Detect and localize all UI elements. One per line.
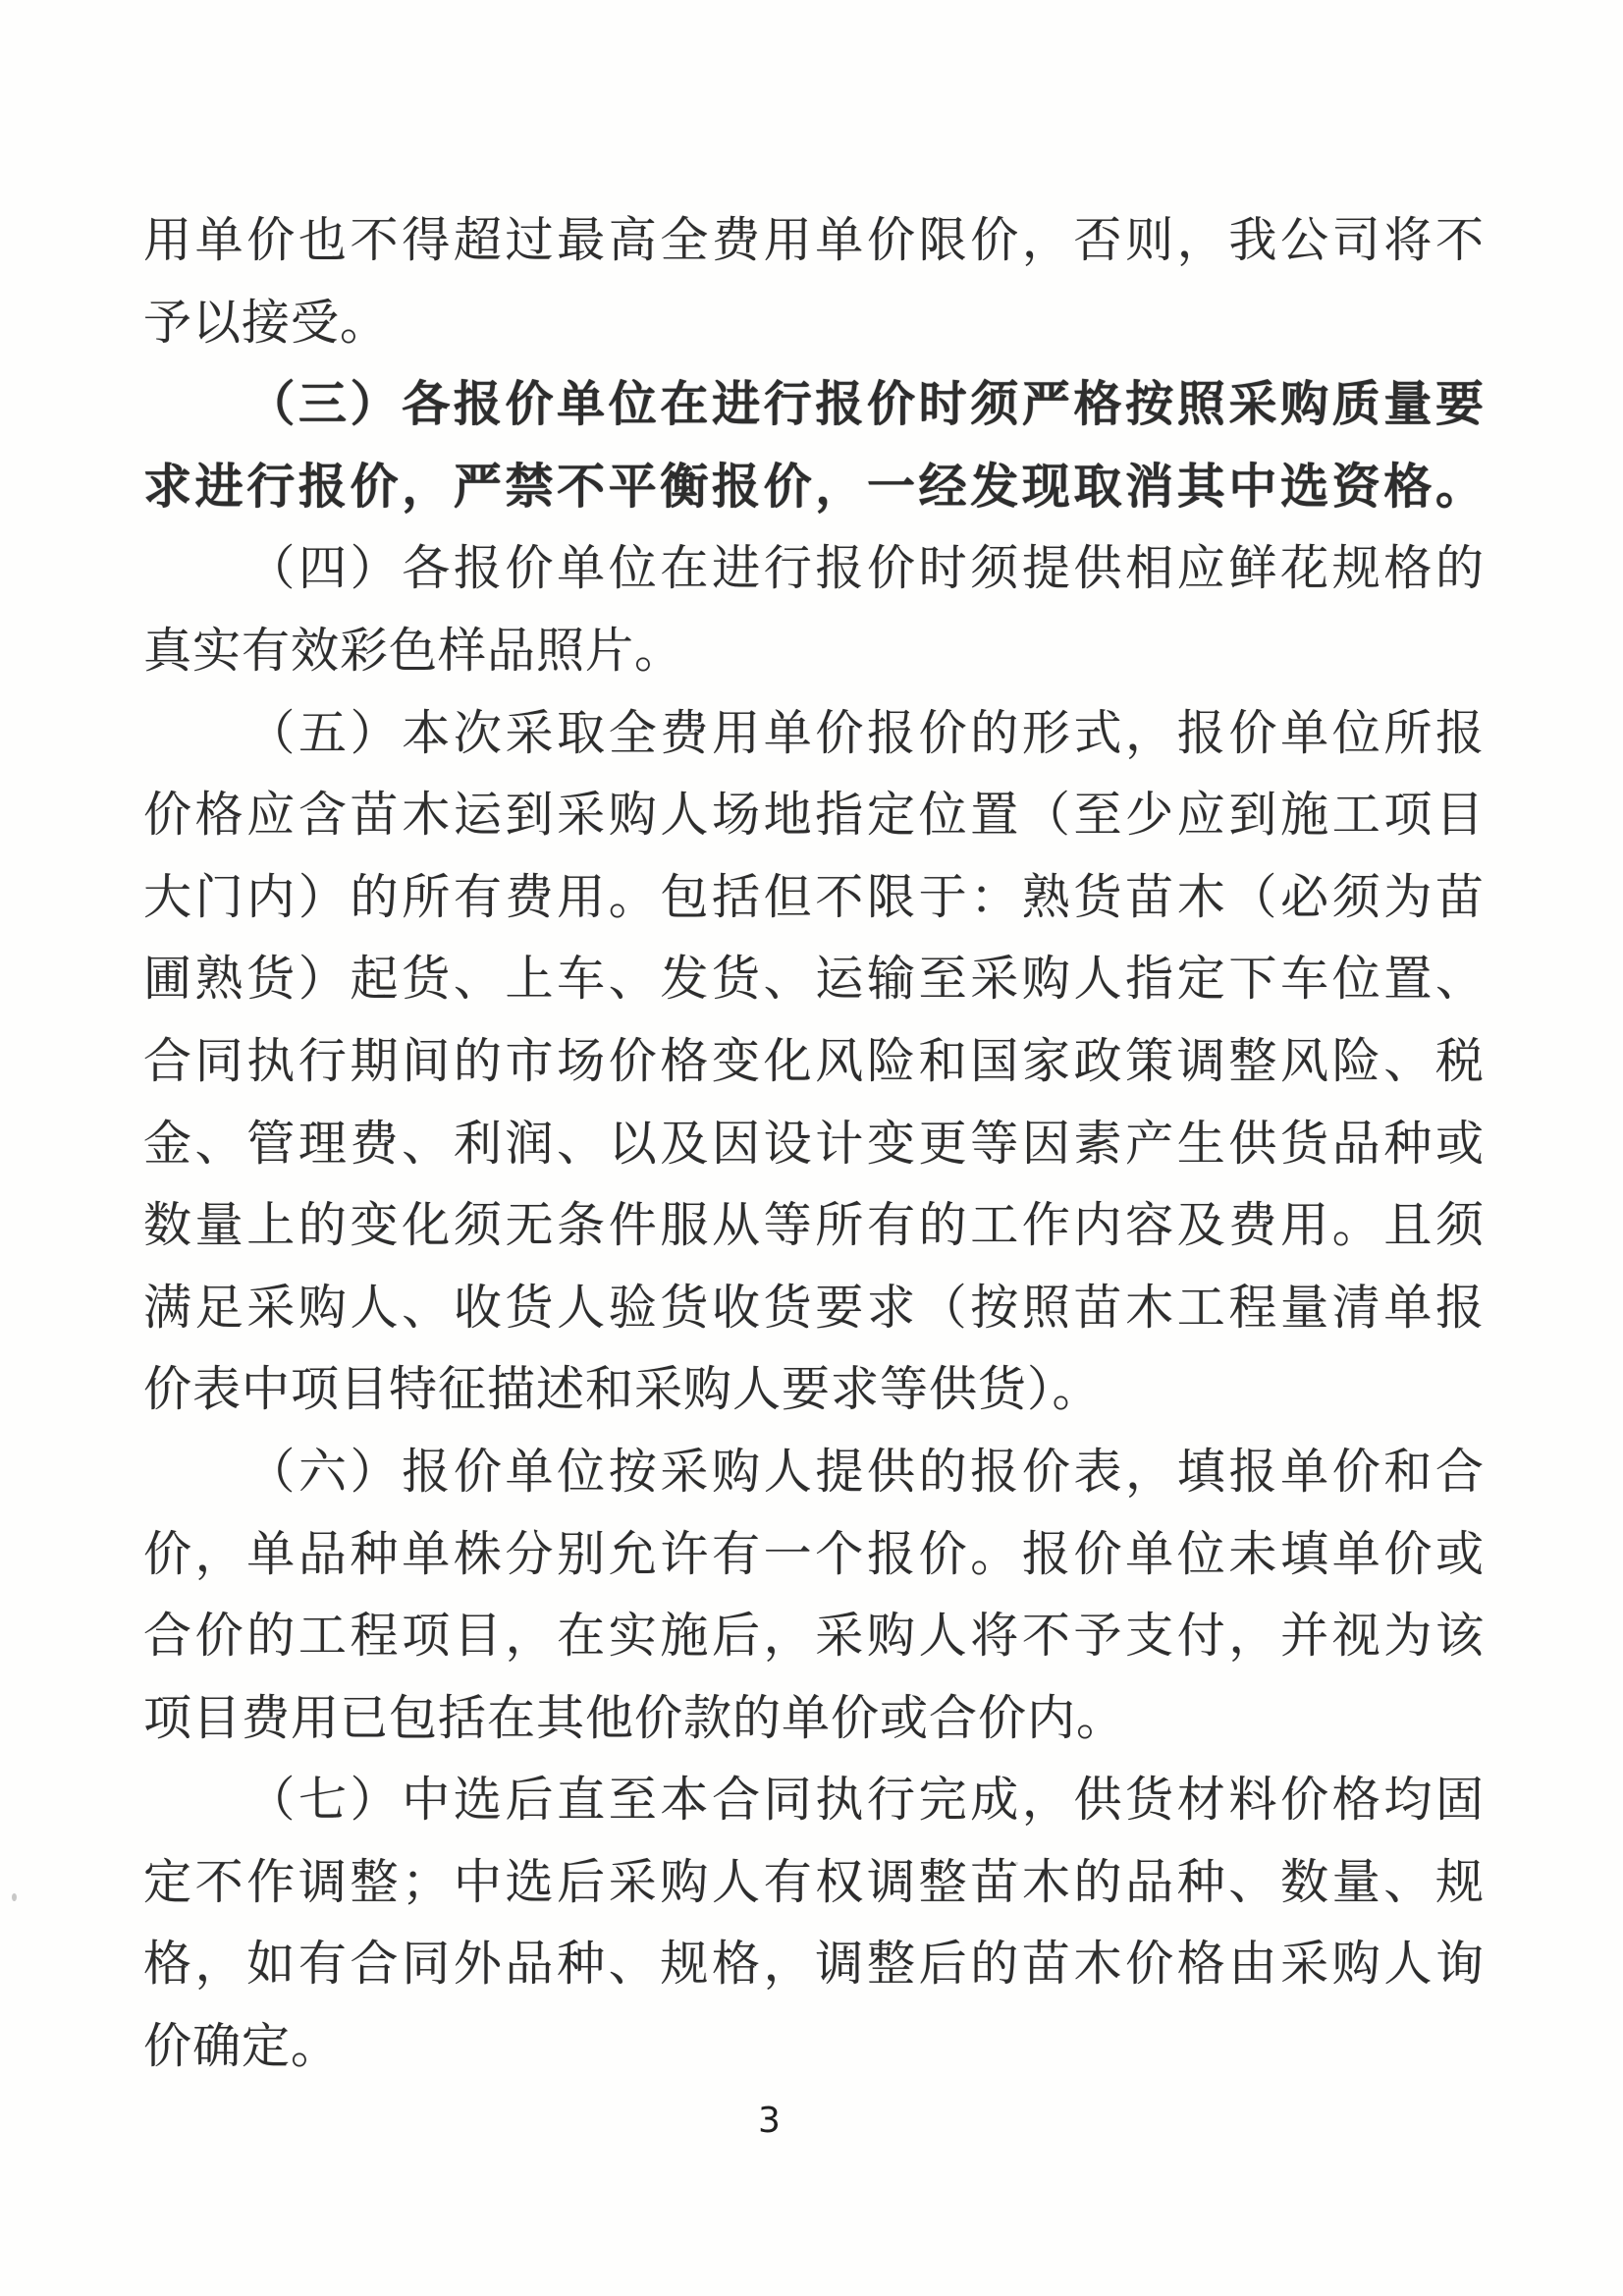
scan-speck	[12, 1893, 17, 1901]
clause-7-line: 价确定。	[143, 2018, 341, 2075]
clause-5-line: 金、管理费、利润、以及因设计变更等因素产生供货品种或	[143, 1115, 1485, 1172]
clause-4-line: （四）各报价单位在进行报价时须提供相应鲜花规格的	[246, 540, 1485, 597]
clause-7-line: （七）中选后直至本合同执行完成，供货材料价格均固	[246, 1772, 1485, 1829]
clause-5-line: 价表中项目特征描述和采购人要求等供货）。	[143, 1361, 1102, 1418]
clause-7-line: 格，如有合同外品种、规格，调整后的苗木价格由采购人询	[143, 1936, 1485, 1993]
page-number: 3	[758, 2101, 781, 2141]
clause-6-line: 项目费用已包括在其他价款的单价或合价内。	[143, 1689, 1126, 1746]
clause-5-line: 数量上的变化须无条件服从等所有的工作内容及费用。且须	[143, 1197, 1485, 1254]
clause-6-line: （六）报价单位按采购人提供的报价表，填报单价和合	[246, 1443, 1485, 1500]
clause-3-line: 求进行报价，严禁不平衡报价，一经发现取消其中选资格。	[143, 457, 1485, 515]
clause-5-line: 价格应含苗木运到采购人场地指定位置（至少应到施工项目	[143, 787, 1485, 844]
clause-5-line: 圃熟货）起货、上车、发货、运输至采购人指定下车位置、	[143, 951, 1485, 1008]
clause-6-line: 价，单品种单株分别允许有一个报价。报价单位未填单价或	[143, 1525, 1485, 1582]
document-body-text	[143, 199, 1485, 2088]
text-line: 用单价也不得超过最高全费用单价限价，否则，我公司将不	[143, 212, 1485, 268]
clause-4-line: 真实有效彩色样品照片。	[143, 622, 684, 679]
clause-5-line: （五）本次采取全费用单价报价的形式，报价单位所报	[246, 704, 1485, 761]
clause-7-line: 定不作调整；中选后采购人有权调整苗木的品种、数量、规	[143, 1853, 1485, 1910]
scan-speck	[1015, 1862, 1018, 1865]
clause-5-line: 满足采购人、收货人验货收货要求（按照苗木工程量清单报	[143, 1279, 1485, 1336]
clause-5-line: 大门内）的所有费用。包括但不限于：熟货苗木（必须为苗	[143, 868, 1485, 925]
clause-6-line: 合价的工程项目，在实施后，采购人将不予支付，并视为该	[143, 1608, 1485, 1665]
clause-3-line: （三）各报价单位在进行报价时须严格按照采购质量要	[246, 375, 1485, 433]
clause-5-line: 合同执行期间的市场价格变化风险和国家政策调整风险、税	[143, 1032, 1485, 1089]
text-line: 予以接受。	[143, 294, 390, 351]
